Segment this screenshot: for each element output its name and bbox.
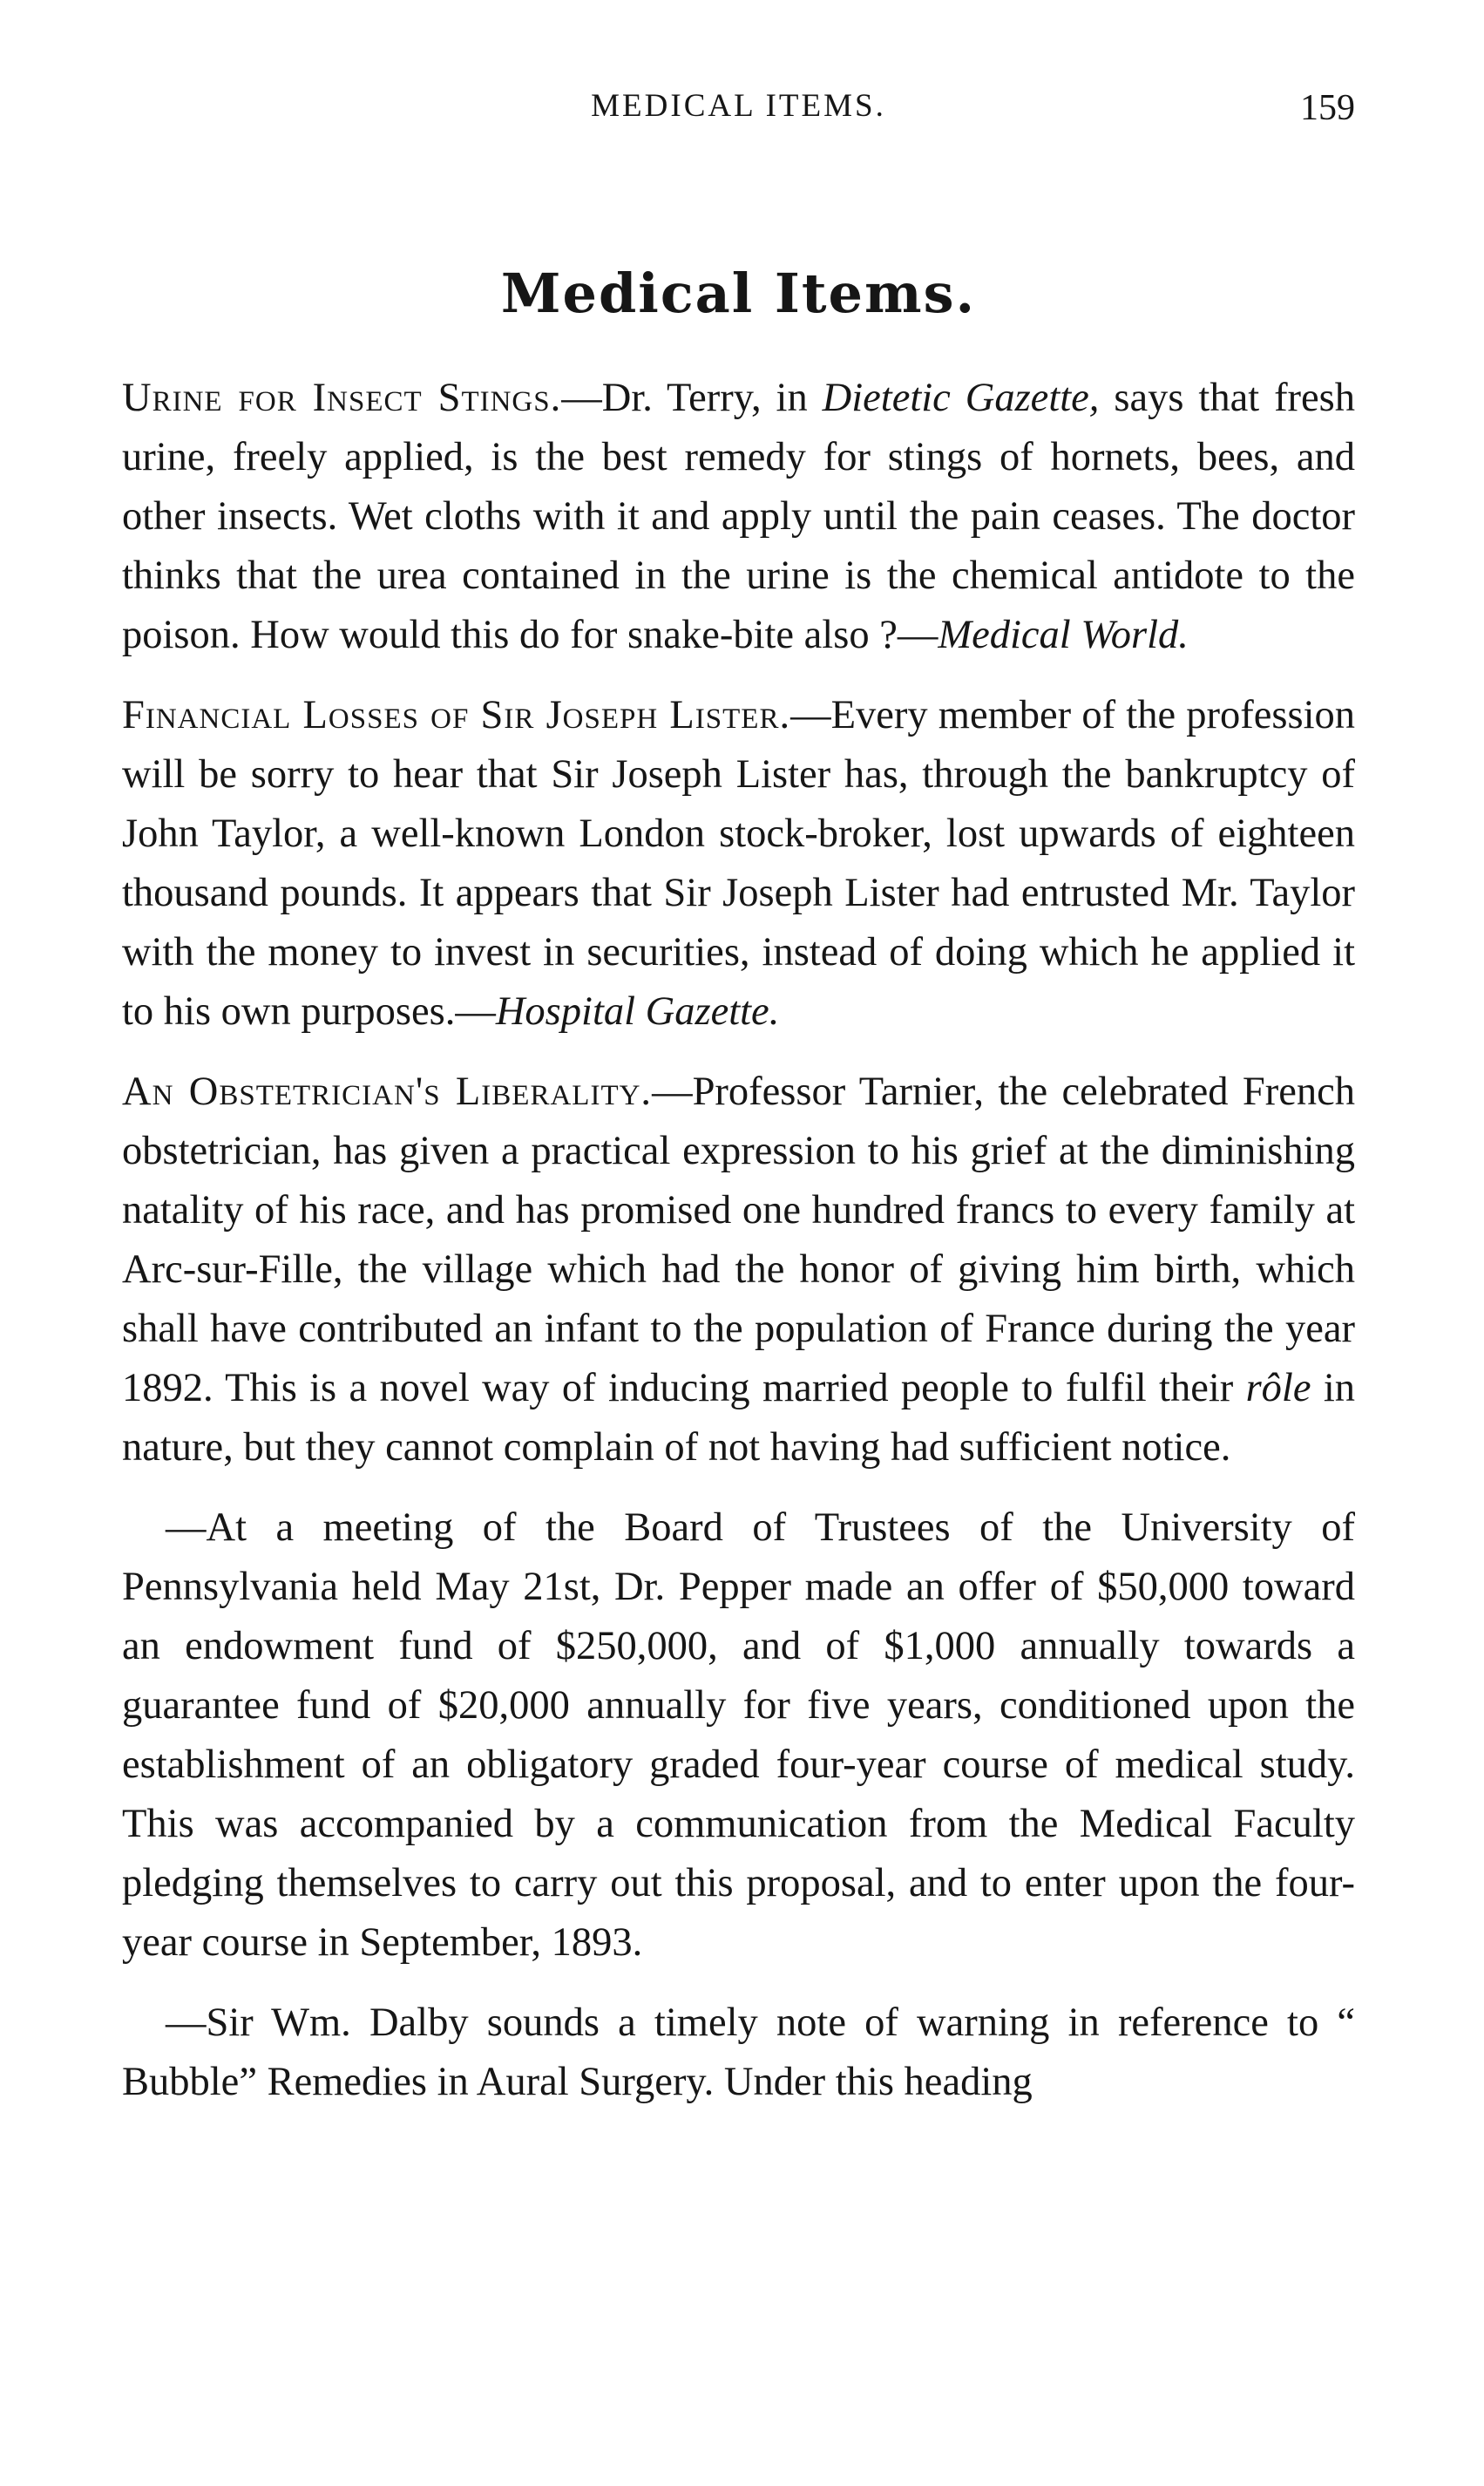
running-header — [122, 87, 1355, 139]
item-body: —Every member of the profession will be sorry to hear that Sir Joseph Lister has, through the bankruptcy of John Taylor, a well-known London stock-broker, lost upwards of eighteen thousand pounds. It appears that Sir Joseph Lister had entrusted Mr. Taylor with the money to invest in securities, instead of doing which he applied it to his own purposes.— — [122, 693, 1355, 1034]
page-number: 159 — [1300, 88, 1355, 128]
item-heading: An Obstetrician's Liberality. — [122, 1070, 653, 1114]
item-body: —Dr. Terry, in — [561, 376, 823, 420]
item-body: in nature, but they cannot complain of not having had sufficient notice. — [122, 1366, 1355, 1470]
item-heading: Urine for Insect Stings. — [122, 376, 562, 420]
item-lister-losses — [122, 686, 1355, 1042]
item-obstetrician-liberality — [122, 1063, 1355, 1477]
item-source: Medical World. — [938, 613, 1189, 657]
item-body: —At a meeting of the Board of Trustees of the University of Pennsylvania held May 21st, Dr. Pepper made an offer of $50,000 toward an endowment fund of $250,000, and of $1,000 annually towards a guarantee fund of $20,000 annually for five years, conditioned upon the establishment of an obligatory graded four-year course of medical study. This was accompanied by a communication from the Medical Faculty pledging themselves to carry out this proposal, and to enter upon the four-year course in September, 1893. — [122, 1505, 1355, 1965]
document-page — [122, 87, 1355, 2133]
item-source: Hospital Gazette. — [495, 989, 780, 1034]
section-title: Medical Items. — [500, 262, 977, 325]
item-heading: Financial Losses of Sir Joseph Lister. — [122, 693, 791, 737]
item-source: Dietetic Gazette, — [822, 376, 1100, 420]
item-italic-word: rôle — [1245, 1366, 1311, 1410]
item-dalby-warning — [122, 1994, 1355, 2112]
item-body: says that fresh urine, freely applied, is the best remedy for stings of hornets, bees, and other insects. Wet cloths with it and apply until the pain ceases. The doctor thinks that the urea contained in the urine is the chemical antidote to the poison. How would this do for snake-bite also ?— — [122, 376, 1356, 657]
item-urine-insect-stings — [122, 369, 1355, 665]
running-title: MEDICAL ITEMS. — [591, 88, 886, 124]
item-pennsylvania-trustees — [122, 1498, 1355, 1973]
item-body: —Sir Wm. Dalby sounds a timely note of warning in reference to “ Bubble” Remedies in Aural Surgery. Under this heading — [122, 2000, 1355, 2104]
item-body: —Professor Tarnier, the celebrated French obstetrician, has given a practical expression to his grief at the diminishing natality of his race, and has promised one hundred francs to every family at Arc-sur-Fille, the village which had the honor of giving him birth, which shall have contributed an infant to the population of France during the year 1892. This is a novel way of inducing married people to fulfil their — [122, 1070, 1355, 1410]
